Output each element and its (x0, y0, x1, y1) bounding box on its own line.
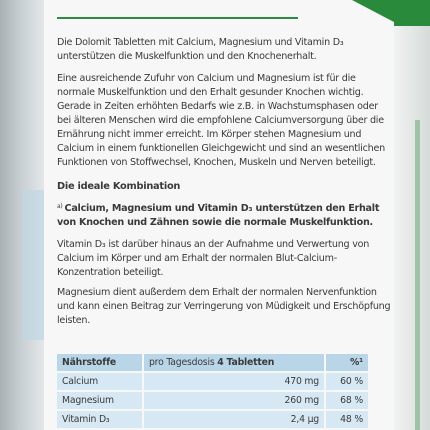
health-claim-text: Calcium, Magnesium und Vitamin D₃ unterstützen den Erhalt von Knochen und Zähnen sowie die normale Muskelfunktion. (57, 203, 380, 228)
blue-tint (22, 190, 44, 340)
nutrient-amount: 260 mg (142, 392, 324, 409)
header-dose-bold: 4 Tabletten (217, 357, 275, 368)
nutrient-table (57, 352, 368, 430)
left-page-edge (0, 0, 44, 430)
intro-paragraph: Die Dolomit Tabletten mit Calcium, Magnesium und Vitamin D₃ unterstützen die Muskelfunktion und den Knochenerhalt. (57, 37, 344, 62)
health-claim (57, 200, 391, 230)
table-header-row (57, 354, 368, 371)
nutrient-amount: 470 mg (142, 373, 324, 390)
magnesium-paragraph: Magnesium dient außerdem dem Erhalt der normalen Nervenfunktion und kann einen Beitrag zur Verringerung von Müdigkeit und Erschöpfung leisten. (57, 287, 391, 326)
nutrient-percent: 68 % (324, 392, 368, 409)
section-heading: Die ideale Kombination (57, 181, 181, 192)
green-corner-band (394, 0, 430, 26)
footnote-marker: a) (57, 203, 63, 210)
nutrient-percent: 48 % (324, 411, 368, 428)
table-row (57, 411, 368, 428)
nutrient-percent: 60 % (324, 373, 368, 390)
nutrient-name: Calcium (57, 373, 142, 390)
green-side-strip (415, 120, 420, 430)
vitamin-d-paragraph: Vitamin D₃ ist darüber hinaus an der Aufnahme und Verwertung von Calcium im Körper und am Erhalt der normalen Blut-Calcium-Konzentration beteiligt. (57, 239, 370, 278)
header-percent: %¹ (324, 354, 368, 371)
right-page-edge (394, 0, 430, 430)
nutrient-name: Magnesium (57, 392, 142, 409)
table-row (57, 392, 368, 409)
header-dose-prefix: pro Tagesdosis (148, 357, 215, 368)
nutrient-amount: 2,4 µg (142, 411, 324, 428)
top-green-rule (57, 17, 298, 19)
table-row (57, 373, 368, 390)
calcium-magnesium-paragraph: Eine ausreichende Zufuhr von Calcium und Magnesium ist für die normale Muskelfunktion und den Erhalt gesunder Knochen wichtig. Gerade in Zeiten erhöhten Bedarfs wie z.B. in Wachstumsphasen oder bei älteren Menschen wird die empfohlene Calciumversorgung über die Ernährung nicht immer erreicht. Im Körper stehen Magnesium und Calcium in einem funktionellen Gleichgewicht und sind an wesentlichen Funktionen von Stoffwechsel, Knochen, Muskeln und Nerven beteiligt. (57, 73, 385, 168)
header-nutrient: Nährstoffe (57, 354, 142, 371)
header-dose (142, 354, 324, 371)
leaflet-text (57, 36, 391, 334)
nutrient-name: Vitamin D₃ (57, 411, 142, 428)
